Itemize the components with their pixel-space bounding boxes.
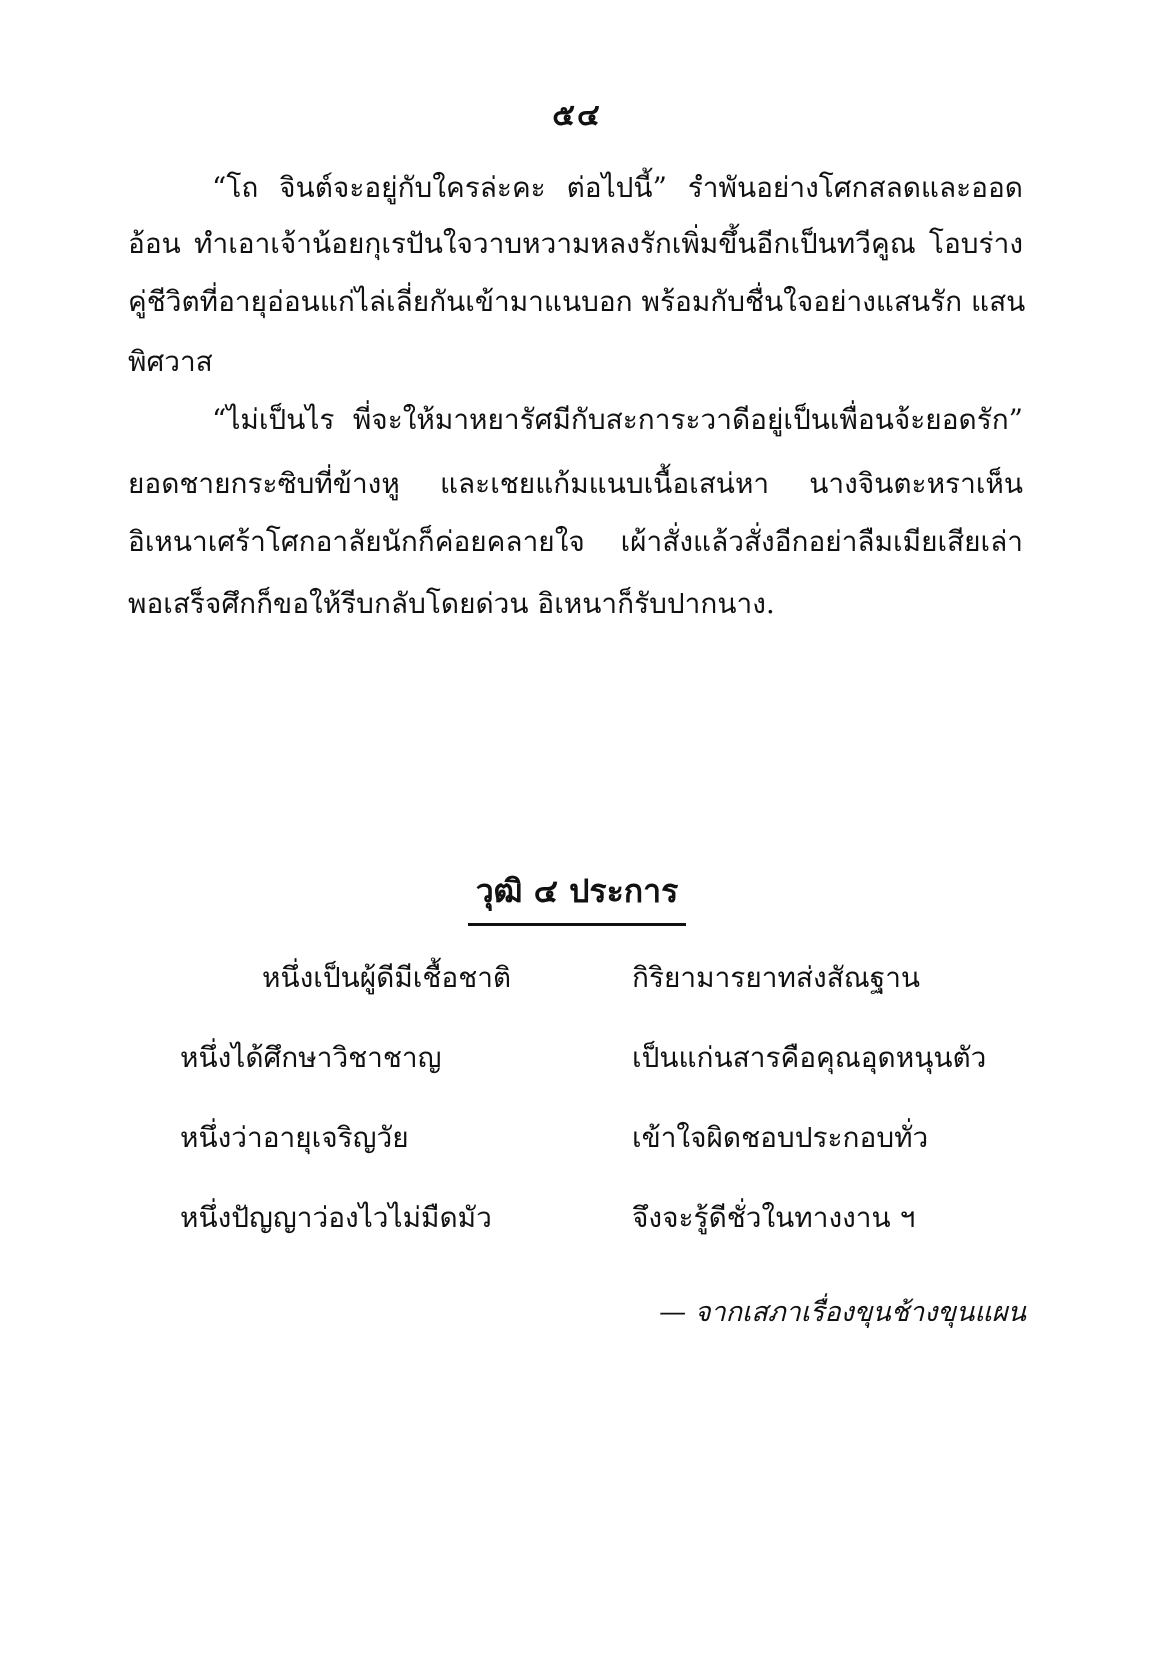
- verse-3-left: หนึ่งว่าอายุเจริญวัย: [180, 1121, 409, 1154]
- paragraph-2-line-2: ยอดชายกระซิบที่ข้างหู และเชยแก้มแนบเนื้อเสน่หา นางจินตะหราเห็น: [128, 467, 1023, 500]
- paragraph-2-line-1: “ไม่เป็นไร พี่จะให้มาหยารัศมีกับสะการะวาดีอยู่เป็นเพื่อนจ้ะยอดรัก”: [212, 403, 1023, 436]
- verse-3-right: เข้าใจผิดชอบประกอบทั่ว: [632, 1121, 929, 1154]
- verse-2-left: หนึ่งได้ศึกษาวิชาชาญ: [180, 1041, 442, 1074]
- section-title: วุฒิ ๔ ประการ: [468, 866, 687, 926]
- attribution: — จากเสภาเรื่องขุนช้างขุนแผน: [659, 1297, 1026, 1328]
- verse-1-right: กิริยามารยาทส่งสัณฐาน: [632, 961, 921, 994]
- paragraph-1-line-4: พิศวาส: [128, 345, 213, 378]
- verse-4-left: หนึ่งปัญญาว่องไวไม่มืดมัว: [180, 1201, 492, 1234]
- page-number: ๕๔: [552, 98, 602, 133]
- verse-1-left: หนึ่งเป็นผู้ดีมีเชื้อชาติ: [262, 961, 512, 994]
- paragraph-1-line-2: อ้อน ทำเอาเจ้าน้อยกุเรปันใจวาบหวามหลงรักเพิ่มขึ้นอีกเป็นทวีคูณ โอบร่าง: [128, 227, 1023, 260]
- verse-4-right: จึงจะรู้ดีชั่วในทางงาน ฯ: [632, 1201, 916, 1234]
- section-heading: [0, 866, 1154, 926]
- verse-2-right: เป็นแก่นสารคือคุณอุดหนุนตัว: [632, 1041, 987, 1074]
- paragraph-2-line-3: อิเหนาเศร้าโศกอาลัยนักก็ค่อยคลายใจ เผ้าสั่งแล้วสั่งอีกอย่าลืมเมียเสียเล่า: [128, 525, 1023, 558]
- paragraph-2-line-4: พอเสร็จศึกก็ขอให้รีบกลับโดยด่วน อิเหนาก็รับปากนาง.: [128, 587, 775, 620]
- paragraph-1-line-3: คู่ชีวิตที่อายุอ่อนแก่ไล่เลี่ยกันเข้ามาแนบอก พร้อมกับชื่นใจอย่างแสนรัก แสน: [128, 285, 1026, 318]
- paragraph-1-line-1: “โถ จินต์จะอยู่กับใครล่ะคะ ต่อไปนี้” รำพันอย่างโศกสลดและออด: [212, 171, 1023, 204]
